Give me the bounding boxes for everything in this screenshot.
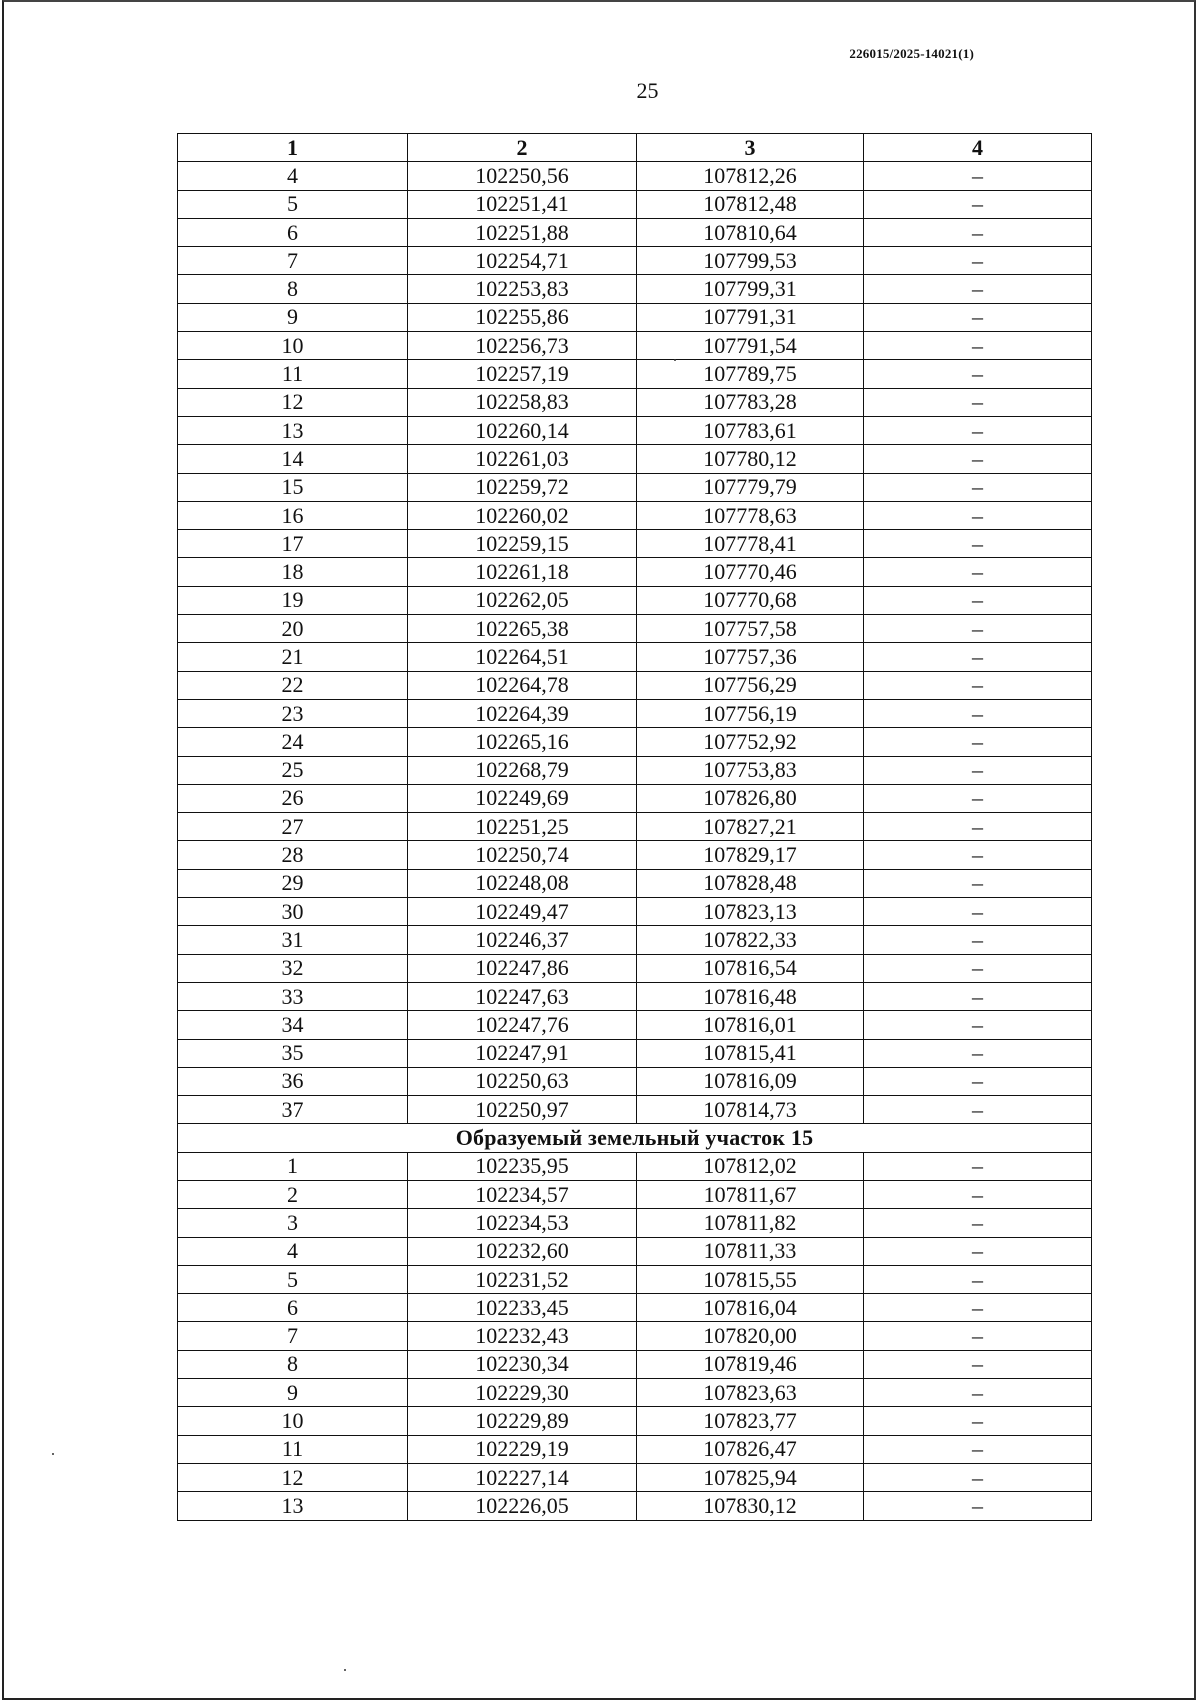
- table-row: [178, 671, 1092, 699]
- y-coordinate-cell: 107810,64: [637, 218, 864, 246]
- note-cell: –: [864, 473, 1092, 501]
- table-row: [178, 982, 1092, 1010]
- point-number-cell: 10: [178, 1407, 408, 1435]
- table-row: [178, 332, 1092, 360]
- y-coordinate-cell: 107783,61: [637, 416, 864, 444]
- y-coordinate-cell: 107753,83: [637, 756, 864, 784]
- y-coordinate-cell: 107752,92: [637, 728, 864, 756]
- x-coordinate-cell: 102247,91: [408, 1039, 637, 1067]
- table-row: [178, 1180, 1092, 1208]
- point-number-cell: 22: [178, 671, 408, 699]
- y-coordinate-cell: 107816,09: [637, 1067, 864, 1095]
- note-cell: –: [864, 416, 1092, 444]
- note-cell: –: [864, 869, 1092, 897]
- y-coordinate-cell: 107757,58: [637, 615, 864, 643]
- point-number-cell: 7: [178, 247, 408, 275]
- x-coordinate-cell: 102234,57: [408, 1180, 637, 1208]
- note-cell: –: [864, 303, 1092, 331]
- y-coordinate-cell: 107825,94: [637, 1463, 864, 1491]
- point-number-cell: 18: [178, 558, 408, 586]
- table-row: [178, 190, 1092, 218]
- point-number-cell: 27: [178, 813, 408, 841]
- x-coordinate-cell: 102226,05: [408, 1492, 637, 1520]
- scan-speck: [674, 359, 676, 361]
- x-coordinate-cell: 102265,16: [408, 728, 637, 756]
- point-number-cell: 32: [178, 954, 408, 982]
- table-row: [178, 445, 1092, 473]
- x-coordinate-cell: 102232,43: [408, 1322, 637, 1350]
- note-cell: –: [864, 954, 1092, 982]
- note-cell: –: [864, 1294, 1092, 1322]
- y-coordinate-cell: 107826,47: [637, 1435, 864, 1463]
- x-coordinate-cell: 102247,86: [408, 954, 637, 982]
- table-row: [178, 501, 1092, 529]
- y-coordinate-cell: 107770,46: [637, 558, 864, 586]
- note-cell: –: [864, 898, 1092, 926]
- y-coordinate-cell: 107816,54: [637, 954, 864, 982]
- x-coordinate-cell: 102250,63: [408, 1067, 637, 1095]
- x-coordinate-cell: 102246,37: [408, 926, 637, 954]
- note-cell: –: [864, 926, 1092, 954]
- point-number-cell: 24: [178, 728, 408, 756]
- point-number-cell: 37: [178, 1096, 408, 1124]
- point-number-cell: 29: [178, 869, 408, 897]
- x-coordinate-cell: 102264,39: [408, 699, 637, 727]
- note-cell: –: [864, 445, 1092, 473]
- x-coordinate-cell: 102255,86: [408, 303, 637, 331]
- table-row: [178, 699, 1092, 727]
- x-coordinate-cell: 102233,45: [408, 1294, 637, 1322]
- coordinates-table: [177, 133, 1092, 1521]
- point-number-cell: 9: [178, 303, 408, 331]
- table-row: [178, 275, 1092, 303]
- y-coordinate-cell: 107828,48: [637, 869, 864, 897]
- y-coordinate-cell: 107820,00: [637, 1322, 864, 1350]
- table-row: [178, 954, 1092, 982]
- x-coordinate-cell: 102251,41: [408, 190, 637, 218]
- point-number-cell: 2: [178, 1180, 408, 1208]
- table-row: [178, 869, 1092, 897]
- x-coordinate-cell: 102259,72: [408, 473, 637, 501]
- table-row: [178, 416, 1092, 444]
- y-coordinate-cell: 107812,48: [637, 190, 864, 218]
- point-number-cell: 1: [178, 1152, 408, 1180]
- table-row: [178, 841, 1092, 869]
- column-header: 1: [178, 134, 408, 162]
- note-cell: –: [864, 982, 1092, 1010]
- table-row: [178, 1407, 1092, 1435]
- point-number-cell: 14: [178, 445, 408, 473]
- point-number-cell: 10: [178, 332, 408, 360]
- point-number-cell: 8: [178, 275, 408, 303]
- point-number-cell: 16: [178, 501, 408, 529]
- x-coordinate-cell: 102259,15: [408, 530, 637, 558]
- note-cell: –: [864, 1350, 1092, 1378]
- point-number-cell: 35: [178, 1039, 408, 1067]
- table-row: [178, 898, 1092, 926]
- section-row: [178, 1124, 1092, 1152]
- x-coordinate-cell: 102247,63: [408, 982, 637, 1010]
- x-coordinate-cell: 102248,08: [408, 869, 637, 897]
- point-number-cell: 28: [178, 841, 408, 869]
- section-title: Образуемый земельный участок 15: [178, 1124, 1092, 1152]
- note-cell: –: [864, 1322, 1092, 1350]
- table-row: [178, 1322, 1092, 1350]
- y-coordinate-cell: 107816,48: [637, 982, 864, 1010]
- point-number-cell: 19: [178, 586, 408, 614]
- y-coordinate-cell: 107829,17: [637, 841, 864, 869]
- table-row: [178, 615, 1092, 643]
- point-number-cell: 13: [178, 416, 408, 444]
- note-cell: –: [864, 1152, 1092, 1180]
- y-coordinate-cell: 107811,67: [637, 1180, 864, 1208]
- table-row: [178, 1435, 1092, 1463]
- table-row: [178, 1492, 1092, 1520]
- table-row: [178, 1152, 1092, 1180]
- table-row: [178, 473, 1092, 501]
- table-row: [178, 1039, 1092, 1067]
- y-coordinate-cell: 107779,79: [637, 473, 864, 501]
- x-coordinate-cell: 102251,88: [408, 218, 637, 246]
- y-coordinate-cell: 107799,31: [637, 275, 864, 303]
- note-cell: –: [864, 586, 1092, 614]
- point-number-cell: 3: [178, 1209, 408, 1237]
- x-coordinate-cell: 102227,14: [408, 1463, 637, 1491]
- table-row: [178, 1096, 1092, 1124]
- y-coordinate-cell: 107819,46: [637, 1350, 864, 1378]
- note-cell: –: [864, 615, 1092, 643]
- x-coordinate-cell: 102265,38: [408, 615, 637, 643]
- point-number-cell: 12: [178, 1463, 408, 1491]
- y-coordinate-cell: 107816,04: [637, 1294, 864, 1322]
- x-coordinate-cell: 102229,19: [408, 1435, 637, 1463]
- x-coordinate-cell: 102229,30: [408, 1379, 637, 1407]
- x-coordinate-cell: 102249,69: [408, 784, 637, 812]
- x-coordinate-cell: 102247,76: [408, 1011, 637, 1039]
- point-number-cell: 4: [178, 162, 408, 190]
- y-coordinate-cell: 107826,80: [637, 784, 864, 812]
- note-cell: –: [864, 247, 1092, 275]
- table-row: [178, 360, 1092, 388]
- note-cell: –: [864, 1067, 1092, 1095]
- table-row: [178, 1237, 1092, 1265]
- table-row: [178, 643, 1092, 671]
- note-cell: –: [864, 841, 1092, 869]
- note-cell: –: [864, 275, 1092, 303]
- table-row: [178, 1379, 1092, 1407]
- y-coordinate-cell: 107756,19: [637, 699, 864, 727]
- y-coordinate-cell: 107811,33: [637, 1237, 864, 1265]
- point-number-cell: 30: [178, 898, 408, 926]
- x-coordinate-cell: 102249,47: [408, 898, 637, 926]
- table-row: [178, 388, 1092, 416]
- x-coordinate-cell: 102232,60: [408, 1237, 637, 1265]
- point-number-cell: 7: [178, 1322, 408, 1350]
- y-coordinate-cell: 107827,21: [637, 813, 864, 841]
- scan-speck: [344, 1669, 346, 1671]
- note-cell: –: [864, 332, 1092, 360]
- x-coordinate-cell: 102253,83: [408, 275, 637, 303]
- x-coordinate-cell: 102268,79: [408, 756, 637, 784]
- table-row: [178, 813, 1092, 841]
- note-cell: –: [864, 1096, 1092, 1124]
- note-cell: –: [864, 162, 1092, 190]
- note-cell: –: [864, 784, 1092, 812]
- table-row: [178, 1011, 1092, 1039]
- point-number-cell: 6: [178, 1294, 408, 1322]
- document-number: 226015/2025-14021(1): [849, 46, 974, 61]
- table-row: [178, 530, 1092, 558]
- table-row: [178, 1350, 1092, 1378]
- x-coordinate-cell: 102260,14: [408, 416, 637, 444]
- x-coordinate-cell: 102256,73: [408, 332, 637, 360]
- x-coordinate-cell: 102260,02: [408, 501, 637, 529]
- point-number-cell: 34: [178, 1011, 408, 1039]
- point-number-cell: 25: [178, 756, 408, 784]
- y-coordinate-cell: 107812,26: [637, 162, 864, 190]
- y-coordinate-cell: 107756,29: [637, 671, 864, 699]
- y-coordinate-cell: 107757,36: [637, 643, 864, 671]
- table-row: [178, 586, 1092, 614]
- note-cell: –: [864, 388, 1092, 416]
- y-coordinate-cell: 107814,73: [637, 1096, 864, 1124]
- note-cell: –: [864, 1011, 1092, 1039]
- table-header-row: [178, 134, 1092, 162]
- table-row: [178, 926, 1092, 954]
- y-coordinate-cell: 107811,82: [637, 1209, 864, 1237]
- y-coordinate-cell: 107799,53: [637, 247, 864, 275]
- x-coordinate-cell: 102261,18: [408, 558, 637, 586]
- column-header: 3: [637, 134, 864, 162]
- note-cell: –: [864, 1435, 1092, 1463]
- note-cell: –: [864, 501, 1092, 529]
- point-number-cell: 12: [178, 388, 408, 416]
- table-row: [178, 218, 1092, 246]
- note-cell: –: [864, 530, 1092, 558]
- table-row: [178, 1294, 1092, 1322]
- note-cell: –: [864, 1379, 1092, 1407]
- x-coordinate-cell: 102250,56: [408, 162, 637, 190]
- x-coordinate-cell: 102257,19: [408, 360, 637, 388]
- x-coordinate-cell: 102234,53: [408, 1209, 637, 1237]
- note-cell: –: [864, 558, 1092, 586]
- x-coordinate-cell: 102230,34: [408, 1350, 637, 1378]
- note-cell: –: [864, 190, 1092, 218]
- point-number-cell: 20: [178, 615, 408, 643]
- table-row: [178, 756, 1092, 784]
- point-number-cell: 8: [178, 1350, 408, 1378]
- point-number-cell: 36: [178, 1067, 408, 1095]
- table-row: [178, 1463, 1092, 1491]
- note-cell: –: [864, 1492, 1092, 1520]
- point-number-cell: 13: [178, 1492, 408, 1520]
- point-number-cell: 11: [178, 1435, 408, 1463]
- table-row: [178, 784, 1092, 812]
- point-number-cell: 23: [178, 699, 408, 727]
- note-cell: –: [864, 756, 1092, 784]
- note-cell: –: [864, 813, 1092, 841]
- note-cell: –: [864, 728, 1092, 756]
- x-coordinate-cell: 102264,78: [408, 671, 637, 699]
- y-coordinate-cell: 107789,75: [637, 360, 864, 388]
- note-cell: –: [864, 218, 1092, 246]
- point-number-cell: 31: [178, 926, 408, 954]
- table-row: [178, 1209, 1092, 1237]
- table-row: [178, 1265, 1092, 1293]
- y-coordinate-cell: 107823,13: [637, 898, 864, 926]
- note-cell: –: [864, 1463, 1092, 1491]
- x-coordinate-cell: 102250,97: [408, 1096, 637, 1124]
- note-cell: –: [864, 1407, 1092, 1435]
- table-row: [178, 1067, 1092, 1095]
- table-row: [178, 303, 1092, 331]
- y-coordinate-cell: 107816,01: [637, 1011, 864, 1039]
- table-row: [178, 247, 1092, 275]
- table-row: [178, 728, 1092, 756]
- y-coordinate-cell: 107783,28: [637, 388, 864, 416]
- table-row: [178, 162, 1092, 190]
- y-coordinate-cell: 107822,33: [637, 926, 864, 954]
- y-coordinate-cell: 107791,31: [637, 303, 864, 331]
- point-number-cell: 6: [178, 218, 408, 246]
- point-number-cell: 17: [178, 530, 408, 558]
- note-cell: –: [864, 360, 1092, 388]
- y-coordinate-cell: 107778,63: [637, 501, 864, 529]
- point-number-cell: 15: [178, 473, 408, 501]
- note-cell: –: [864, 1209, 1092, 1237]
- point-number-cell: 26: [178, 784, 408, 812]
- scan-speck: [52, 1453, 54, 1455]
- table-row: [178, 558, 1092, 586]
- x-coordinate-cell: 102229,89: [408, 1407, 637, 1435]
- x-coordinate-cell: 102254,71: [408, 247, 637, 275]
- x-coordinate-cell: 102235,95: [408, 1152, 637, 1180]
- x-coordinate-cell: 102262,05: [408, 586, 637, 614]
- y-coordinate-cell: 107770,68: [637, 586, 864, 614]
- note-cell: –: [864, 699, 1092, 727]
- note-cell: –: [864, 1265, 1092, 1293]
- point-number-cell: 21: [178, 643, 408, 671]
- y-coordinate-cell: 107815,55: [637, 1265, 864, 1293]
- x-coordinate-cell: 102258,83: [408, 388, 637, 416]
- x-coordinate-cell: 102261,03: [408, 445, 637, 473]
- column-header: 2: [408, 134, 637, 162]
- y-coordinate-cell: 107812,02: [637, 1152, 864, 1180]
- y-coordinate-cell: 107791,54: [637, 332, 864, 360]
- note-cell: –: [864, 1180, 1092, 1208]
- x-coordinate-cell: 102251,25: [408, 813, 637, 841]
- note-cell: –: [864, 1237, 1092, 1265]
- point-number-cell: 4: [178, 1237, 408, 1265]
- y-coordinate-cell: 107823,77: [637, 1407, 864, 1435]
- x-coordinate-cell: 102231,52: [408, 1265, 637, 1293]
- point-number-cell: 9: [178, 1379, 408, 1407]
- page-number: 25: [636, 78, 659, 103]
- y-coordinate-cell: 107780,12: [637, 445, 864, 473]
- note-cell: –: [864, 643, 1092, 671]
- point-number-cell: 11: [178, 360, 408, 388]
- x-coordinate-cell: 102264,51: [408, 643, 637, 671]
- point-number-cell: 33: [178, 982, 408, 1010]
- y-coordinate-cell: 107778,41: [637, 530, 864, 558]
- note-cell: –: [864, 671, 1092, 699]
- y-coordinate-cell: 107815,41: [637, 1039, 864, 1067]
- column-header: 4: [864, 134, 1092, 162]
- y-coordinate-cell: 107823,63: [637, 1379, 864, 1407]
- x-coordinate-cell: 102250,74: [408, 841, 637, 869]
- note-cell: –: [864, 1039, 1092, 1067]
- point-number-cell: 5: [178, 1265, 408, 1293]
- y-coordinate-cell: 107830,12: [637, 1492, 864, 1520]
- point-number-cell: 5: [178, 190, 408, 218]
